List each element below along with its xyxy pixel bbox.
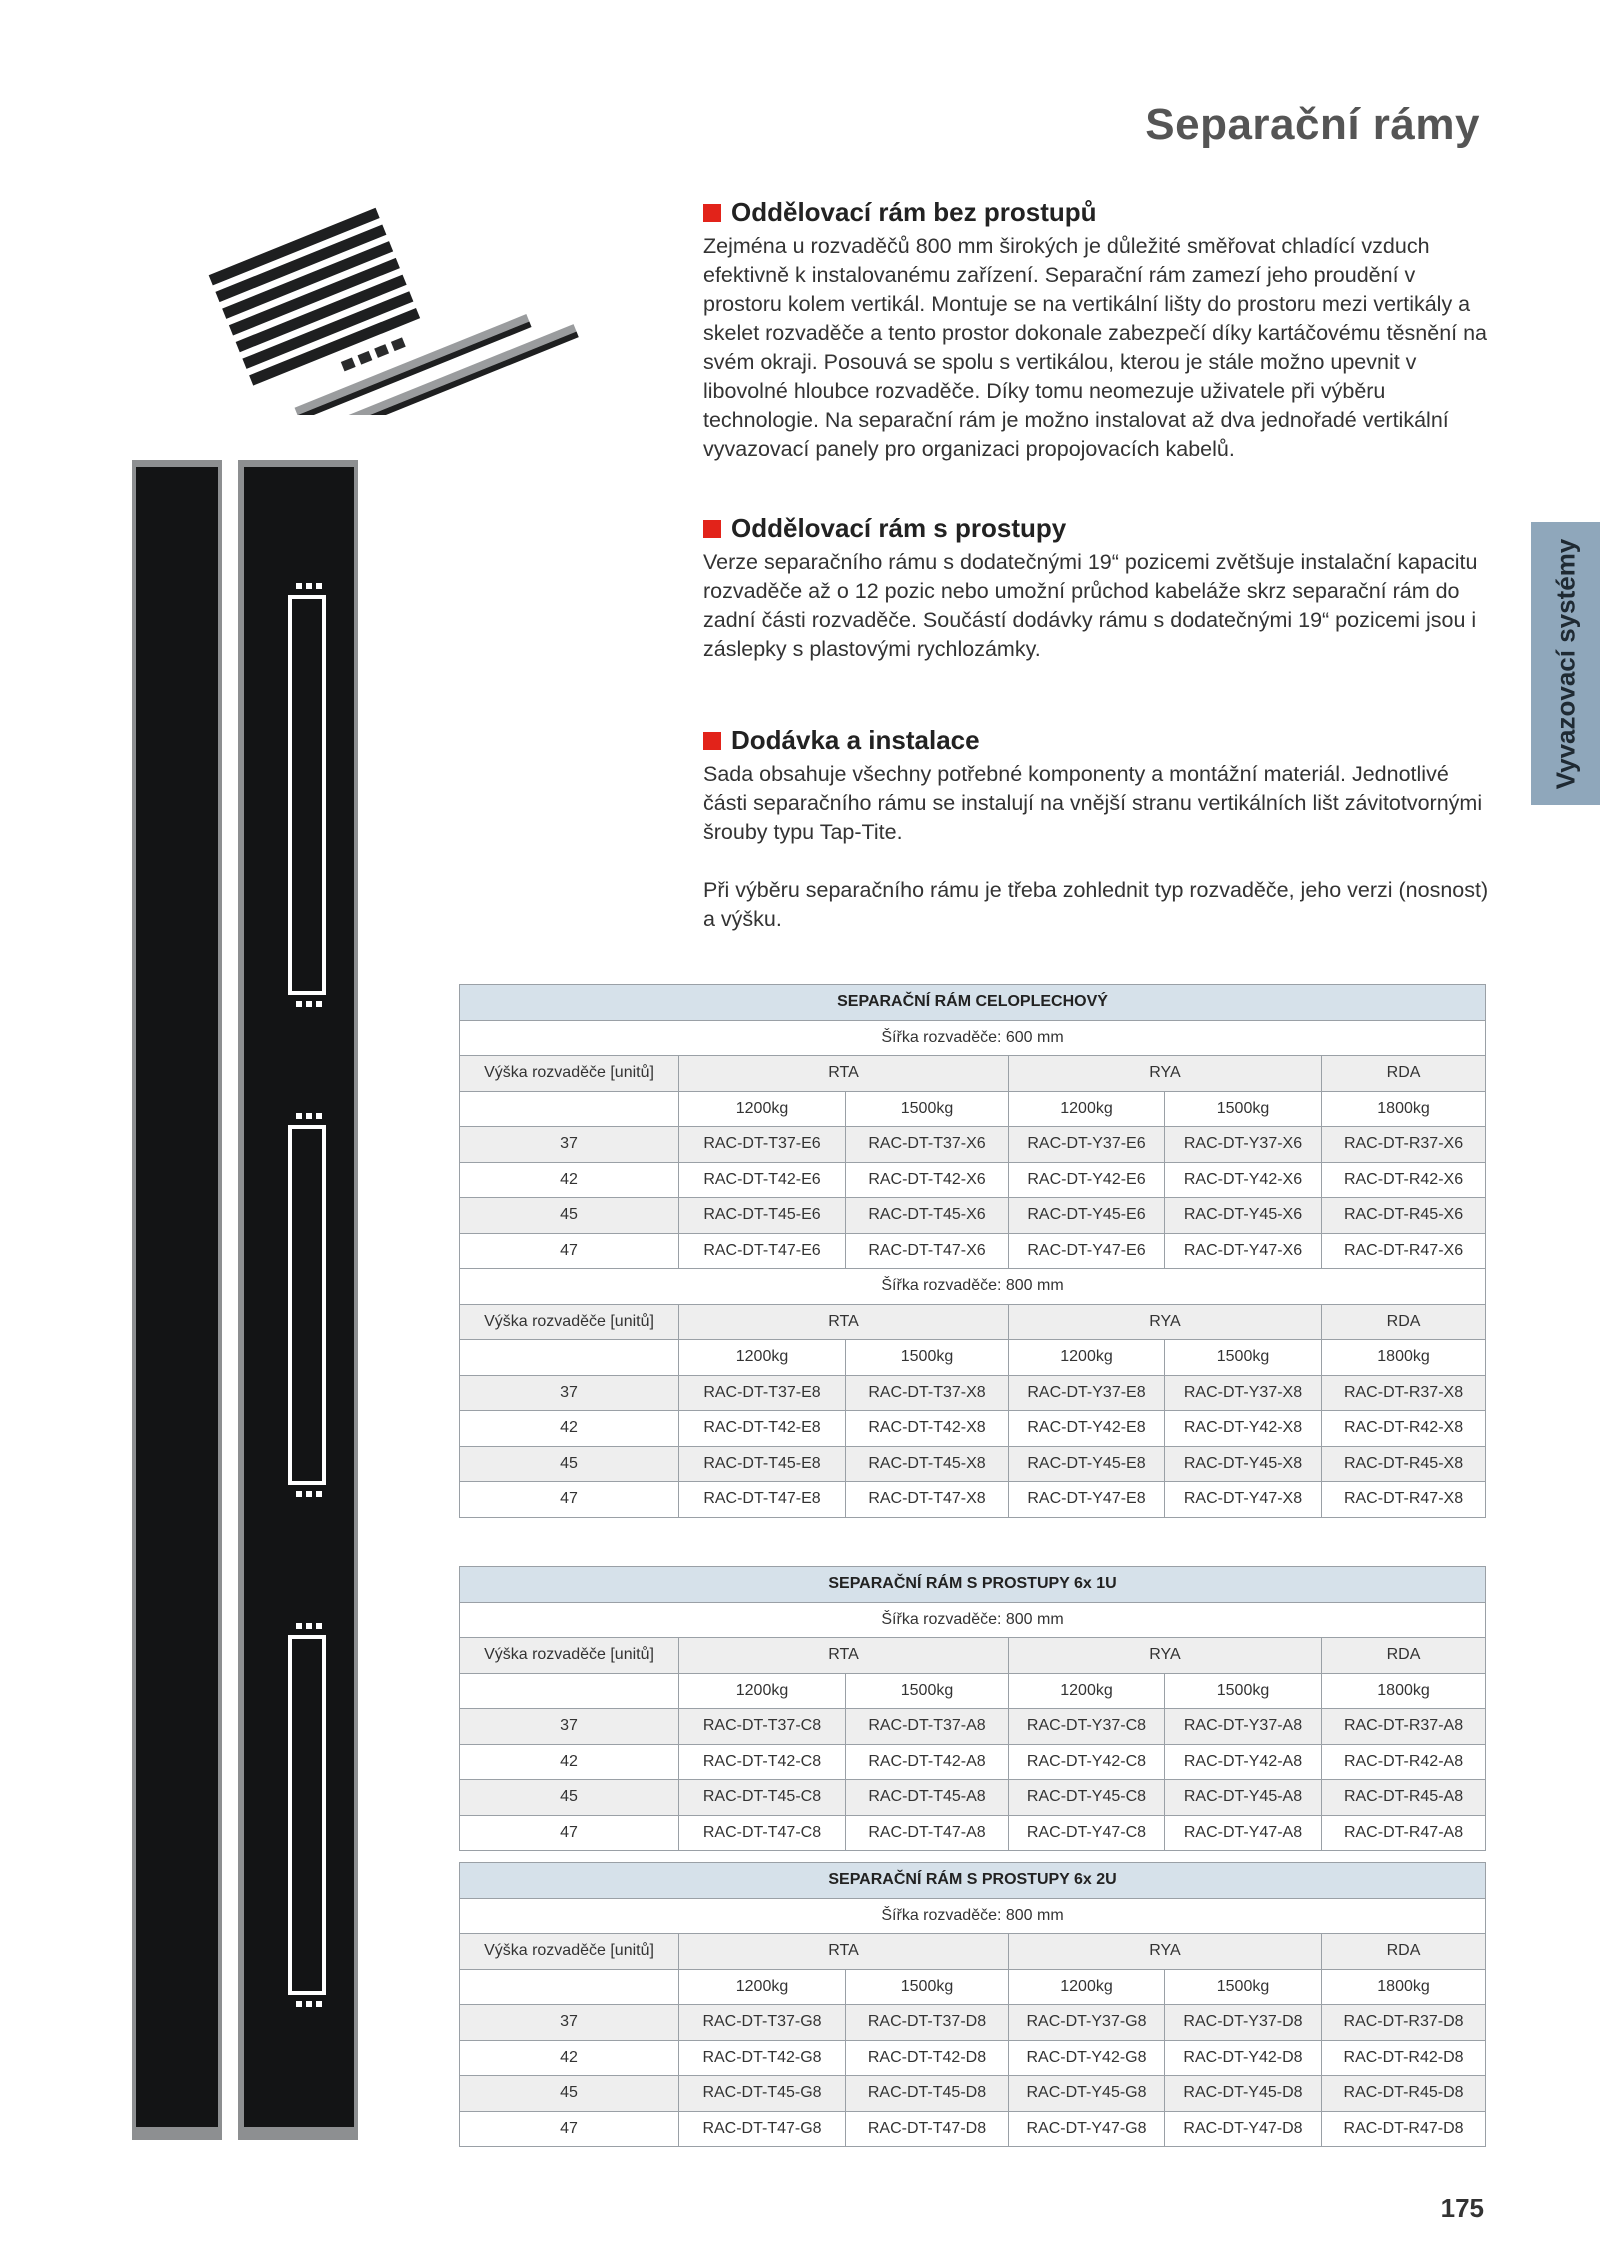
- product-code: RAC-DT-Y45-X6: [1165, 1198, 1322, 1234]
- height-value: 42: [460, 2040, 679, 2076]
- product-code: RAC-DT-Y45-E8: [1009, 1446, 1165, 1482]
- table-row: [460, 1709, 1486, 1745]
- product-code: RAC-DT-T45-X6: [846, 1198, 1009, 1234]
- product-code: RAC-DT-T42-C8: [679, 1744, 846, 1780]
- load-header: 1500kg: [1165, 1091, 1322, 1127]
- height-value: 42: [460, 1162, 679, 1198]
- product-code: RAC-DT-T47-A8: [846, 1815, 1009, 1851]
- load-header: 1200kg: [1009, 1969, 1165, 2005]
- height-value: 37: [460, 1709, 679, 1745]
- section-delivery: [703, 725, 1493, 934]
- product-code: RAC-DT-Y37-G8: [1009, 2005, 1165, 2041]
- product-code: RAC-DT-Y47-X6: [1165, 1233, 1322, 1269]
- table-title-row: [460, 1863, 1486, 1899]
- spec-table-full-sheet: [459, 984, 1486, 1518]
- product-code: RAC-DT-Y42-E8: [1009, 1411, 1165, 1447]
- spec-table-6x2u: [459, 1862, 1486, 2147]
- load-header: 1200kg: [679, 1673, 846, 1709]
- height-value: 37: [460, 2005, 679, 2041]
- empty-cell: [460, 1340, 679, 1376]
- page-number: 175: [1440, 2193, 1484, 2223]
- product-code: RAC-DT-T45-X8: [846, 1446, 1009, 1482]
- section-text: Zejména u rozvaděčů 800 mm širokých je důležité směřovat chladící vzduch efektivně k instalovanému zařízení. Separační rám zamezí jeho proudění v prostoru kolem vertikál. Montuje se na vertikální lišty do prostoru mezi vertikály a skelet rozvaděče a tento prostor dokonale zabezpečí díky kartáčovému těsnění na svém okraji. Posouvá se spolu s vertikálou, kterou je stále možno upevnit v libovolné hloubce rozvaděče. Díky tomu neomezuje uživatele při výběru technologie. Na separační rám je možno instalovat až dva jednořadé vertikální vyvazovací panely pro organizaci propojovacích kabelů.: [703, 234, 1488, 461]
- product-code: RAC-DT-R42-X6: [1322, 1162, 1486, 1198]
- section-no-passthrough: [703, 197, 1493, 464]
- product-code: RAC-DT-Y42-X8: [1165, 1411, 1322, 1447]
- width-row: [460, 1269, 1486, 1305]
- height-column-header: Výška rozvaděče [unitů]: [460, 1304, 679, 1340]
- product-code: RAC-DT-T47-D8: [846, 2111, 1009, 2147]
- product-code: RAC-DT-R45-A8: [1322, 1780, 1486, 1816]
- width-row: [460, 1602, 1486, 1638]
- section-text: Sada obsahuje všechny potřebné komponenty a montážní materiál. Jednotlivé části separačního rámu se instalují na vnější stranu vertikálních lišt závitotvornými šrouby typu Tap-Tite.: [703, 762, 1483, 844]
- load-header: 1200kg: [1009, 1340, 1165, 1376]
- product-code: RAC-DT-Y37-X8: [1165, 1375, 1322, 1411]
- product-code: RAC-DT-T42-X6: [846, 1162, 1009, 1198]
- height-value: 45: [460, 2076, 679, 2112]
- family-header-rya: RYA: [1009, 1934, 1322, 1970]
- family-header-row: [460, 1638, 1486, 1674]
- section-heading-text: Oddělovací rám s prostupy: [731, 513, 1067, 543]
- rack-width-label: Šířka rozvaděče: 800 mm: [460, 1898, 1486, 1934]
- section-text-2: Při výběru separačního rámu je třeba zohlednit typ rozvaděče, jeho verzi (nosnost) a výšku.: [703, 878, 1489, 931]
- product-code: RAC-DT-Y42-E6: [1009, 1162, 1165, 1198]
- product-code: RAC-DT-T37-A8: [846, 1709, 1009, 1745]
- product-code: RAC-DT-R42-X8: [1322, 1411, 1486, 1447]
- width-row: [460, 1898, 1486, 1934]
- product-code: RAC-DT-T42-E8: [679, 1411, 846, 1447]
- load-header: 1200kg: [679, 1969, 846, 2005]
- product-code: RAC-DT-Y37-C8: [1009, 1709, 1165, 1745]
- table-row: [460, 2076, 1486, 2112]
- empty-cell: [460, 1969, 679, 2005]
- load-header: 1800kg: [1322, 1340, 1486, 1376]
- product-code: RAC-DT-Y42-G8: [1009, 2040, 1165, 2076]
- product-code: RAC-DT-Y37-E8: [1009, 1375, 1165, 1411]
- product-code: RAC-DT-T45-A8: [846, 1780, 1009, 1816]
- product-code: RAC-DT-R47-X6: [1322, 1233, 1486, 1269]
- family-header-rda: RDA: [1322, 1056, 1486, 1092]
- product-code: RAC-DT-T45-C8: [679, 1780, 846, 1816]
- product-code: RAC-DT-T45-E6: [679, 1198, 846, 1234]
- load-header: 1800kg: [1322, 1091, 1486, 1127]
- product-code: RAC-DT-T47-C8: [679, 1815, 846, 1851]
- product-code: RAC-DT-R47-A8: [1322, 1815, 1486, 1851]
- product-code: RAC-DT-Y45-C8: [1009, 1780, 1165, 1816]
- product-code: RAC-DT-T47-X6: [846, 1233, 1009, 1269]
- load-header: 1500kg: [1165, 1673, 1322, 1709]
- height-value: 45: [460, 1198, 679, 1234]
- product-code: RAC-DT-R47-X8: [1322, 1482, 1486, 1518]
- product-code: RAC-DT-R37-D8: [1322, 2005, 1486, 2041]
- product-code: RAC-DT-T42-X8: [846, 1411, 1009, 1447]
- table-row: [460, 1233, 1486, 1269]
- page-title: Separační rámy: [1145, 100, 1480, 149]
- load-header: 1200kg: [679, 1091, 846, 1127]
- product-code: RAC-DT-Y47-E8: [1009, 1482, 1165, 1518]
- family-header-row: [460, 1934, 1486, 1970]
- height-value: 37: [460, 1375, 679, 1411]
- table-row: [460, 2040, 1486, 2076]
- product-code: RAC-DT-Y37-E6: [1009, 1127, 1165, 1163]
- table-title-row: [460, 985, 1486, 1021]
- product-code: RAC-DT-T37-D8: [846, 2005, 1009, 2041]
- height-value: 37: [460, 1127, 679, 1163]
- height-value: 42: [460, 1411, 679, 1447]
- family-header-row: [460, 1304, 1486, 1340]
- table-title-row: [460, 1567, 1486, 1603]
- empty-cell: [460, 1673, 679, 1709]
- load-header-row: [460, 1969, 1486, 2005]
- family-header-rta: RTA: [679, 1934, 1009, 1970]
- height-value: 47: [460, 1815, 679, 1851]
- load-header-row: [460, 1340, 1486, 1376]
- family-header-row: [460, 1056, 1486, 1092]
- product-code: RAC-DT-T45-G8: [679, 2076, 846, 2112]
- product-code: RAC-DT-R37-X6: [1322, 1127, 1486, 1163]
- family-header-rda: RDA: [1322, 1638, 1486, 1674]
- red-square-icon: [703, 520, 721, 538]
- section-heading: [703, 197, 1493, 228]
- rack-width-label: Šířka rozvaděče: 600 mm: [460, 1020, 1486, 1056]
- product-code: RAC-DT-T47-G8: [679, 2111, 846, 2147]
- load-header: 1800kg: [1322, 1673, 1486, 1709]
- load-header-row: [460, 1091, 1486, 1127]
- load-header: 1500kg: [1165, 1340, 1322, 1376]
- table-title: SEPARAČNÍ RÁM S PROSTUPY 6x 1U: [460, 1567, 1486, 1603]
- load-header-row: [460, 1673, 1486, 1709]
- product-code: RAC-DT-Y37-D8: [1165, 2005, 1322, 2041]
- product-code: RAC-DT-T37-X8: [846, 1375, 1009, 1411]
- product-code: RAC-DT-Y45-D8: [1165, 2076, 1322, 2112]
- rack-width-label: Šířka rozvaděče: 800 mm: [460, 1602, 1486, 1638]
- red-square-icon: [703, 204, 721, 222]
- family-header-rta: RTA: [679, 1056, 1009, 1092]
- product-code: RAC-DT-T42-E6: [679, 1162, 846, 1198]
- width-row: [460, 1020, 1486, 1056]
- product-code: RAC-DT-T42-G8: [679, 2040, 846, 2076]
- product-code: RAC-DT-Y47-X8: [1165, 1482, 1322, 1518]
- product-code: RAC-DT-T45-E8: [679, 1446, 846, 1482]
- product-code: RAC-DT-T47-X8: [846, 1482, 1009, 1518]
- section-text: Verze separačního rámu s dodatečnými 19“ pozicemi zvětšuje instalační kapacitu rozvaděče až o 12 pozic nebo umožní průchod kabeláže skrz separační rám do zadní části rozvaděče. Součástí dodávky rámu s dodatečnými 19“ pozicemi jsou i záslepky s plastovými rychlozámky.: [703, 550, 1478, 661]
- brush-strip-kit-image: [200, 175, 600, 415]
- product-code: RAC-DT-T42-D8: [846, 2040, 1009, 2076]
- table-row: [460, 1744, 1486, 1780]
- product-code: RAC-DT-T45-D8: [846, 2076, 1009, 2112]
- table-row: [460, 2005, 1486, 2041]
- product-code: RAC-DT-R42-A8: [1322, 1744, 1486, 1780]
- load-header: 1500kg: [846, 1091, 1009, 1127]
- family-header-rya: RYA: [1009, 1056, 1322, 1092]
- table-title: SEPARAČNÍ RÁM CELOPLECHOVÝ: [460, 985, 1486, 1021]
- family-header-rya: RYA: [1009, 1638, 1322, 1674]
- load-header: 1500kg: [846, 1969, 1009, 2005]
- product-code: RAC-DT-Y47-A8: [1165, 1815, 1322, 1851]
- product-code: RAC-DT-Y42-D8: [1165, 2040, 1322, 2076]
- family-header-rta: RTA: [679, 1304, 1009, 1340]
- product-code: RAC-DT-T37-E6: [679, 1127, 846, 1163]
- product-code: RAC-DT-Y45-G8: [1009, 2076, 1165, 2112]
- load-header: 1800kg: [1322, 1969, 1486, 2005]
- red-square-icon: [703, 732, 721, 750]
- product-code: RAC-DT-T47-E8: [679, 1482, 846, 1518]
- product-code: RAC-DT-T37-X6: [846, 1127, 1009, 1163]
- product-code: RAC-DT-Y45-A8: [1165, 1780, 1322, 1816]
- table-row: [460, 2111, 1486, 2147]
- table-row: [460, 1375, 1486, 1411]
- height-column-header: Výška rozvaděče [unitů]: [460, 1056, 679, 1092]
- load-header: 1500kg: [1165, 1969, 1322, 2005]
- family-header-rta: RTA: [679, 1638, 1009, 1674]
- table-title: SEPARAČNÍ RÁM S PROSTUPY 6x 2U: [460, 1863, 1486, 1899]
- height-value: 47: [460, 1233, 679, 1269]
- load-header: 1500kg: [846, 1673, 1009, 1709]
- product-code: RAC-DT-Y42-A8: [1165, 1744, 1322, 1780]
- product-code: RAC-DT-T37-G8: [679, 2005, 846, 2041]
- height-value: 47: [460, 2111, 679, 2147]
- product-code: RAC-DT-Y45-E6: [1009, 1198, 1165, 1234]
- section-heading-text: Dodávka a instalace: [731, 725, 980, 755]
- table-row: [460, 1162, 1486, 1198]
- spec-table-6x1u: [459, 1566, 1486, 1851]
- product-code: RAC-DT-Y47-D8: [1165, 2111, 1322, 2147]
- load-header: 1200kg: [1009, 1091, 1165, 1127]
- product-code: RAC-DT-Y42-C8: [1009, 1744, 1165, 1780]
- family-header-rda: RDA: [1322, 1304, 1486, 1340]
- table-row: [460, 1127, 1486, 1163]
- table-row: [460, 1482, 1486, 1518]
- separation-frame-image: [110, 455, 360, 2145]
- product-code: RAC-DT-R42-D8: [1322, 2040, 1486, 2076]
- side-tab: [1531, 522, 1600, 805]
- rack-width-label: Šířka rozvaděče: 800 mm: [460, 1269, 1486, 1305]
- table-row: [460, 1411, 1486, 1447]
- height-value: 47: [460, 1482, 679, 1518]
- table-row: [460, 1815, 1486, 1851]
- product-code: RAC-DT-T42-A8: [846, 1744, 1009, 1780]
- section-heading: [703, 513, 1493, 544]
- family-header-rya: RYA: [1009, 1304, 1322, 1340]
- table-row: [460, 1198, 1486, 1234]
- product-code: RAC-DT-R45-X8: [1322, 1446, 1486, 1482]
- product-code: RAC-DT-R45-D8: [1322, 2076, 1486, 2112]
- height-value: 42: [460, 1744, 679, 1780]
- product-code: RAC-DT-Y47-G8: [1009, 2111, 1165, 2147]
- side-tab-label: Vyvazovací systémy: [1550, 538, 1580, 789]
- product-code: RAC-DT-T37-E8: [679, 1375, 846, 1411]
- load-header: 1200kg: [679, 1340, 846, 1376]
- product-code: RAC-DT-R45-X6: [1322, 1198, 1486, 1234]
- family-header-rda: RDA: [1322, 1934, 1486, 1970]
- product-code: RAC-DT-Y45-X8: [1165, 1446, 1322, 1482]
- height-column-header: Výška rozvaděče [unitů]: [460, 1638, 679, 1674]
- empty-cell: [460, 1091, 679, 1127]
- table-row: [460, 1446, 1486, 1482]
- section-with-passthrough: [703, 513, 1493, 664]
- product-code: RAC-DT-Y47-E6: [1009, 1233, 1165, 1269]
- height-value: 45: [460, 1446, 679, 1482]
- product-code: RAC-DT-T37-C8: [679, 1709, 846, 1745]
- load-header: 1200kg: [1009, 1673, 1165, 1709]
- section-heading: [703, 725, 1493, 756]
- product-code: RAC-DT-Y42-X6: [1165, 1162, 1322, 1198]
- product-code: RAC-DT-R37-A8: [1322, 1709, 1486, 1745]
- load-header: 1500kg: [846, 1340, 1009, 1376]
- product-code: RAC-DT-Y47-C8: [1009, 1815, 1165, 1851]
- product-code: RAC-DT-Y37-X6: [1165, 1127, 1322, 1163]
- product-code: RAC-DT-T47-E6: [679, 1233, 846, 1269]
- product-code: RAC-DT-R37-X8: [1322, 1375, 1486, 1411]
- product-code: RAC-DT-R47-D8: [1322, 2111, 1486, 2147]
- height-value: 45: [460, 1780, 679, 1816]
- table-row: [460, 1780, 1486, 1816]
- product-code: RAC-DT-Y37-A8: [1165, 1709, 1322, 1745]
- section-heading-text: Oddělovací rám bez prostupů: [731, 197, 1097, 227]
- height-column-header: Výška rozvaděče [unitů]: [460, 1934, 679, 1970]
